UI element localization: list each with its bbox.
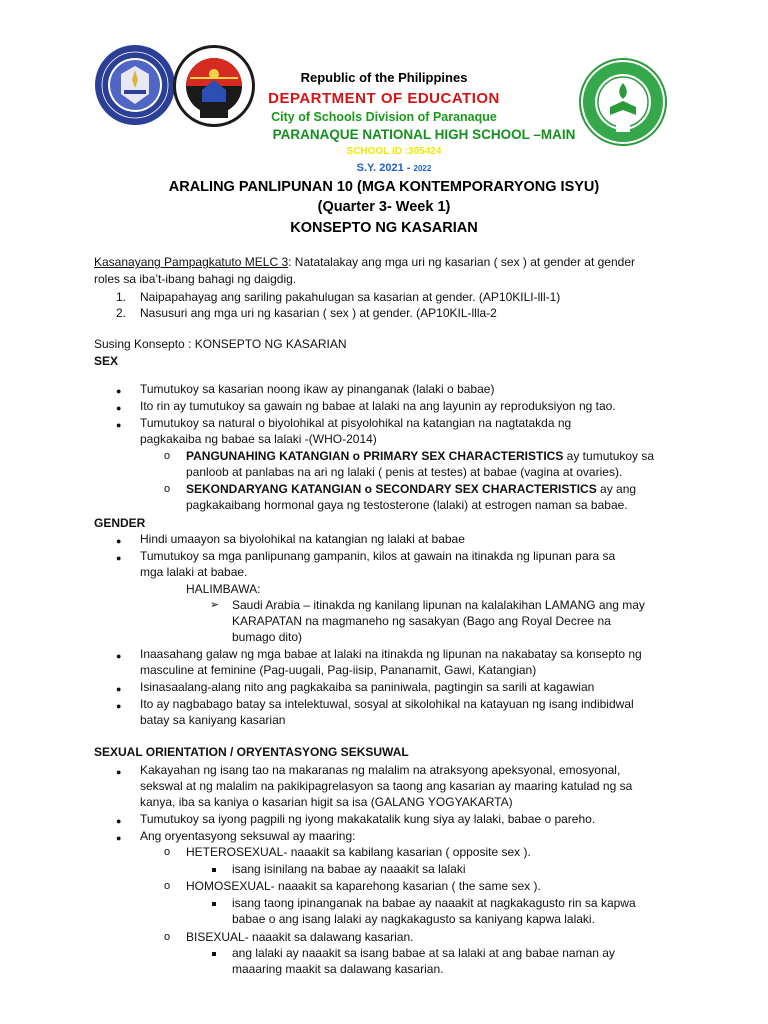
orientation-detail: isang taong ipinanganak na babae ay naaakit at nagkakagusto rin sa kapwa — [232, 896, 636, 910]
example-line: KARAPATAN na magmaneho ng sasakyan (Bago ang Royal Decree na — [232, 614, 611, 628]
orientation-detail: isang isinilang na babae ay naaakit sa lalaki — [232, 862, 466, 876]
circle-bullet-icon: o — [164, 483, 171, 495]
square-bullet-icon — [212, 868, 216, 872]
square-bullet-icon — [212, 902, 216, 906]
list-item-cont: pagkakaiba ng babae sa lalaki -(WHO-2014) — [140, 432, 377, 446]
bullet-icon: ● — [116, 536, 122, 546]
list-item: Nasusuri ang mga uri ng kasarian ( sex ) at gender. (AP10KIL-llla-2 — [140, 306, 497, 320]
list-item: Hindi umaayon sa biyolohikal na katangian ng lalaki at babae — [140, 532, 465, 546]
example-line: bumago dito) — [232, 630, 303, 644]
list-item: Naipapahayag ang sariling pakahulugan sa kasarian at gender. (AP10KILI-lll-1) — [140, 290, 561, 304]
list-item: Ito rin ay tumutukoy sa gawain ng babae at lalaki na ang layunin ay reproduksiyon ng tao. — [140, 399, 616, 413]
list-item-cont: masculine at feminine (Pag-uugali, Pag-iisip, Pananamit, Gawi, Katangian) — [140, 663, 537, 677]
list-item: Ito ay nagbabago batay sa intelektuwal, sosyal at sikolohikal na katayuan ng isang indibidwal — [140, 697, 634, 711]
example-line: Saudi Arabia – itinakda ng kanilang lipunan na kalalakihan LAMANG ang may — [232, 598, 645, 612]
bullet-icon: ● — [116, 651, 122, 661]
bullet-icon: ● — [116, 833, 122, 843]
list-number: 2. — [116, 306, 127, 320]
square-bullet-icon — [212, 952, 216, 956]
quarter-title: (Quarter 3- Week 1) — [317, 199, 451, 215]
list-item-cont: sekswal at ng malalim na pakikipagrelasyon sa taong ang kasarian ay maaring katulad ng sa — [140, 779, 633, 793]
circle-bullet-icon: o — [164, 880, 171, 892]
arrow-bullet-icon: ➢ — [210, 599, 220, 611]
school-id: SCHOOL ID :305424 — [346, 146, 442, 157]
bullet-icon: ● — [116, 684, 122, 694]
melc-line — [94, 255, 635, 271]
orientation-detail-cont: maaaring maakit sa dalawang kasarian. — [232, 962, 444, 976]
list-item-cont: kanya, iba sa kaniya o kasarian higit sa isa (GALANG YOGYAKARTA) — [140, 795, 513, 809]
sex-heading: SEX — [94, 354, 119, 368]
circle-bullet-icon: o — [164, 931, 171, 943]
list-number: 1. — [116, 290, 127, 304]
list-item: Ang oryentasyong seksuwal ay maaring: — [140, 829, 356, 843]
orientation-type: HOMOSEXUAL- naaakit sa kaparehong kasarian ( the same sex ). — [186, 879, 541, 893]
orientation-detail-cont: babae o ang isang lalaki ay nagkakagusto sa kaniyang kapwa lalaki. — [232, 912, 595, 926]
sub-item — [186, 449, 654, 465]
sub-item-cont: panloob at panlabas na ari ng lalaki ( penis at testes) at babae (vagina at ovaries). — [186, 465, 623, 479]
school-header: PARANAQUE NATIONAL HIGH SCHOOL –MAIN — [272, 127, 576, 142]
bullet-icon: ● — [116, 420, 122, 430]
list-item: Tumutukoy sa mga panlipunang gampanin, kilos at gawain na itinakda ng lipunan para sa — [140, 549, 616, 563]
circle-bullet-icon: o — [164, 450, 171, 462]
primary-sex-label: PANGUNAHING KATANGIAN o PRIMARY SEX CHARACTERISTICS — [186, 449, 564, 463]
department-header: DEPARTMENT OF EDUCATION — [268, 90, 500, 107]
list-item-cont: mga lalaki at babae. — [140, 565, 248, 579]
document-body — [94, 0, 684, 1024]
school-year-end: 2022 — [413, 164, 432, 173]
melc-text: : Natatalakay ang mga uri ng kasarian ( sex ) at gender at gender — [288, 255, 635, 269]
subject-title: ARALING PANLIPUNAN 10 (MGA KONTEMPORARYONG ISYU) — [168, 179, 600, 195]
topic-title: KONSEPTO NG KASARIAN — [290, 220, 478, 236]
gender-heading: GENDER — [94, 516, 146, 530]
orientation-detail: ang lalaki ay naaakit sa isang babae at sa lalaki at ang babae naman ay — [232, 946, 615, 960]
list-item: Isinasaalang-alang nito ang pagkakaiba sa paniniwala, pagtingin sa sarili at kagawian — [140, 680, 595, 694]
halimbawa-label: HALIMBAWA: — [186, 582, 261, 596]
sub-item-cont: pagkakaibang hormonal gaya ng testosterone (lalaki) at estrogen naman sa babae. — [186, 498, 628, 512]
bullet-icon: ● — [116, 816, 122, 826]
bullet-icon: ● — [116, 386, 122, 396]
sub-item — [186, 482, 636, 498]
secondary-sex-text: ay ang — [596, 482, 637, 496]
concept-label: Susing Konsepto : KONSEPTO NG KASARIAN — [94, 337, 347, 351]
melc-line-2: roles sa iba’t-ibang bahagi ng daigdig. — [94, 272, 297, 286]
bullet-icon: ● — [116, 553, 122, 563]
list-item: Tumutukoy sa kasarian noong ikaw ay pinanganak (lalaki o babae) — [140, 382, 495, 396]
primary-sex-text: ay tumutukoy sa — [563, 449, 655, 463]
secondary-sex-label: SEKONDARYANG KATANGIAN o SECONDARY SEX CHARACTERISTICS — [186, 482, 597, 496]
list-item: Inaasahang galaw ng mga babae at lalaki na itinakda ng lipunan na nakabatay sa konsepto ng — [140, 647, 642, 661]
division-header: City of Schools Division of Paranaque — [271, 110, 497, 124]
list-item: Tumutukoy sa natural o biyolohikal at pisyolohikal na katangian na nagtatakda ng — [140, 416, 572, 430]
list-item-cont: batay sa kaniyang kasarian — [140, 713, 286, 727]
circle-bullet-icon: o — [164, 846, 171, 858]
list-item: Kakayahan ng isang tao na makaranas ng malalim na atraksyong apeksyonal, emosyonal, — [140, 763, 621, 777]
school-year-start: S.Y. 2021 - — [356, 162, 414, 174]
list-item: Tumutukoy sa iyong pagpili ng iyong makakatalik kung siya ay lalaki, babae o pareho. — [140, 812, 596, 826]
bullet-icon: ● — [116, 701, 122, 711]
bullet-icon: ● — [116, 767, 122, 777]
republic-header: Republic of the Philippines — [300, 70, 468, 85]
orientation-heading: SEXUAL ORIENTATION / ORYENTASYONG SEKSUWAL — [94, 745, 409, 759]
orientation-type: HETEROSEXUAL- naaakit sa kabilang kasarian ( opposite sex ). — [186, 845, 531, 859]
orientation-type: BISEXUAL- naaakit sa dalawang kasarian. — [186, 930, 414, 944]
melc-label: Kasanayang Pampagkatuto MELC 3 — [94, 255, 289, 269]
bullet-icon: ● — [116, 403, 122, 413]
